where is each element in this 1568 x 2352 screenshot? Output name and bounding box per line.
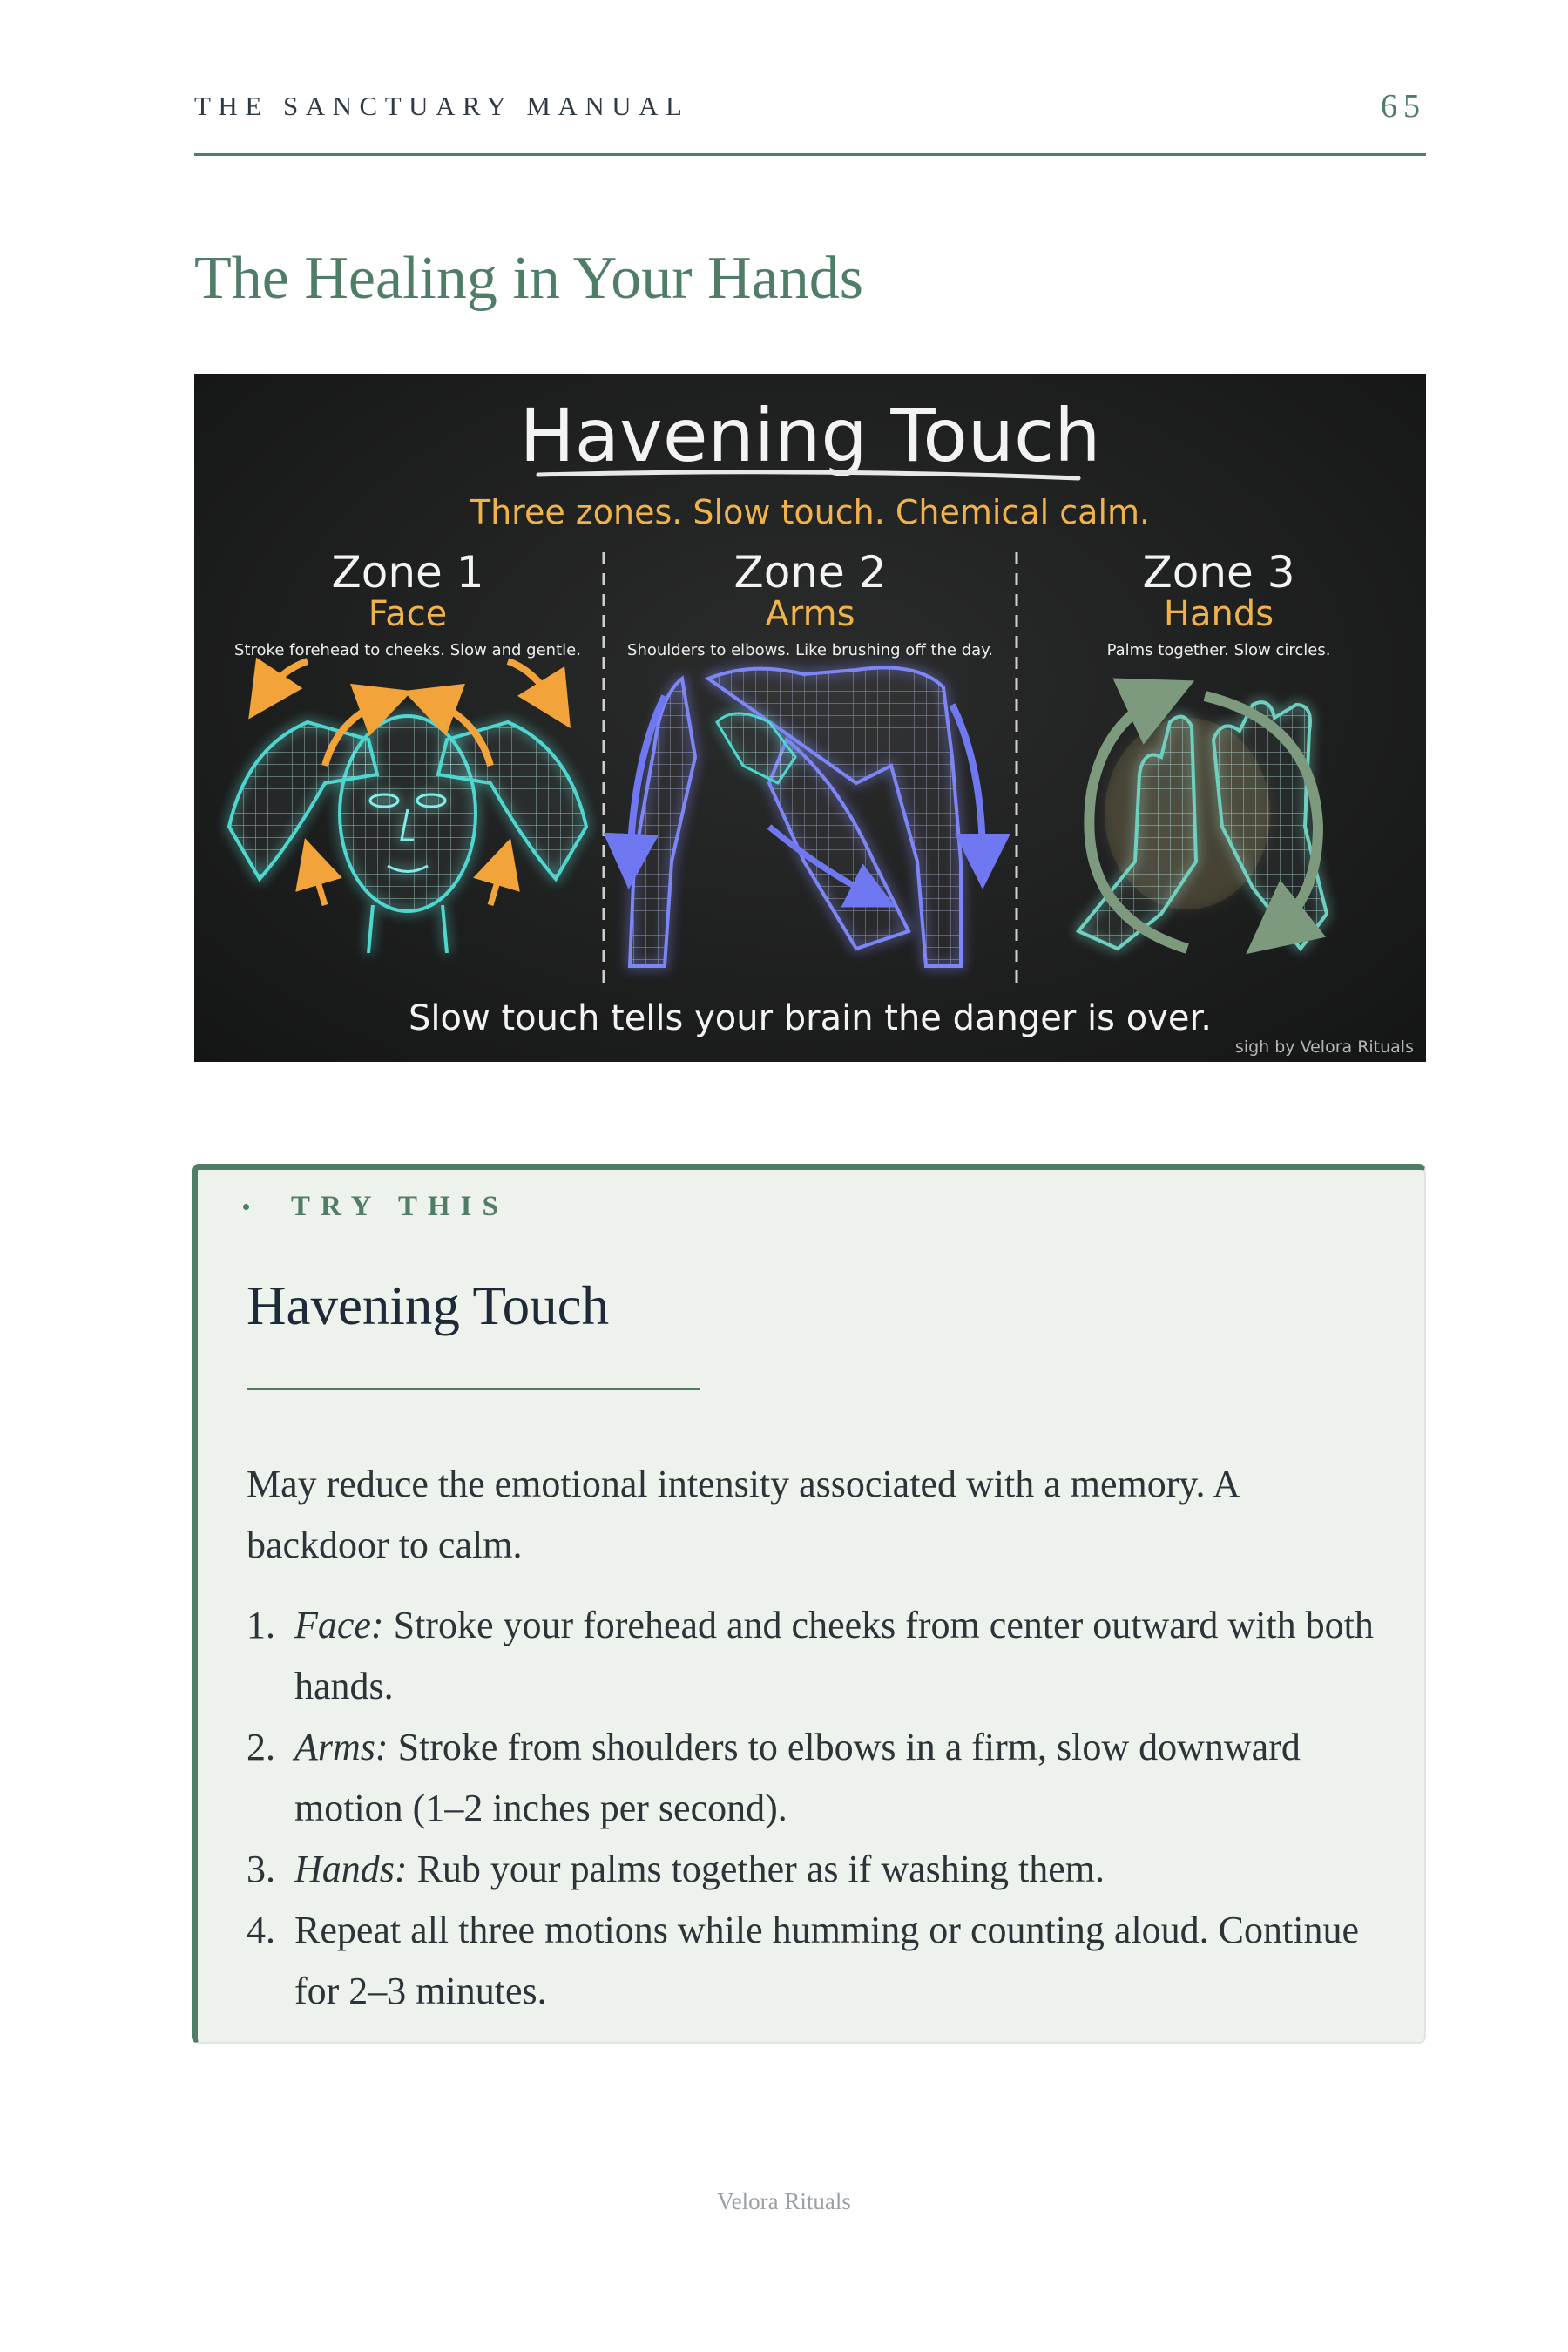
callout-label [243,1191,509,1223]
header-rule [194,153,1426,156]
zone-1-instruction: Stroke forehead to cheeks. Slow and gentle. [234,641,581,659]
running-header [194,87,1426,125]
figure-caption: Slow touch tells your brain the danger is over. [409,998,1212,1038]
face-arrow-icon [264,661,308,696]
step-item [247,1595,1379,1717]
zone-3-area: Hands [1163,594,1274,634]
zone-3-instruction: Palms together. Slow circles. [1106,641,1331,659]
exercise-intro: May reduce the emotional intensity associated with a memory. A backdoor to calm. [247,1463,1239,1566]
zone-3-label: Zone 3 [1142,547,1295,598]
page-number: 65 [1381,88,1426,125]
face-with-hands-icon [229,716,586,953]
exercise-title: Havening Touch [247,1275,610,1336]
face-arrow-icon [490,862,504,905]
zone-1-area: Face [368,594,448,634]
figure-title: Havening Touch [519,393,1101,478]
title-rule [247,1388,700,1390]
arms-crossed-icon [630,668,961,967]
step-lead: Hands: [294,1848,408,1890]
zone-2-area: Arms [765,594,855,634]
step-item [247,1900,1379,2022]
zone-2-instruction: Shoulders to elbows. Like brushing off the day. [627,641,993,659]
step-number: 3. [247,1848,275,1890]
step-text: Stroke from shoulders to elbows in a firm, slow downward motion (1–2 inches per second). [294,1726,1301,1829]
running-title: THE SANCTUARY MANUAL [194,91,690,121]
page-footer: Velora Rituals [717,2188,851,2214]
zone-1-label: Zone 1 [331,547,484,598]
figure-subtitle: Three zones. Slow touch. Chemical calm. [470,493,1151,531]
step-lead: Face: [294,1604,384,1646]
step-item [247,1839,1379,1900]
step-number: 4. [247,1909,275,1951]
chapter-title: The Healing in Your Hands [194,245,863,312]
step-number: 1. [247,1604,275,1646]
steps-list [247,1595,1379,2022]
bullet-icon [243,1204,249,1210]
face-arrow-icon [312,862,325,905]
step-text: Stroke your forehead and cheeks from center outward with both hands. [294,1604,1374,1707]
step-number: 2. [247,1726,275,1768]
step-lead: Arms: [294,1726,389,1768]
figure-credit: sigh by Velora Rituals [1234,1037,1414,1057]
zone-2-label: Zone 2 [733,547,887,598]
try-this-callout [192,1164,1426,2044]
face-arrow-icon [508,661,556,705]
step-text: Repeat all three motions while humming or counting aloud. Continue for 2–3 minutes. [294,1909,1360,2012]
step-item [247,1717,1379,1839]
havening-touch-illustration [194,374,1426,1062]
callout-label-text: TRY THIS [291,1191,509,1222]
step-text: Rub your palms together as if washing them. [407,1848,1105,1890]
